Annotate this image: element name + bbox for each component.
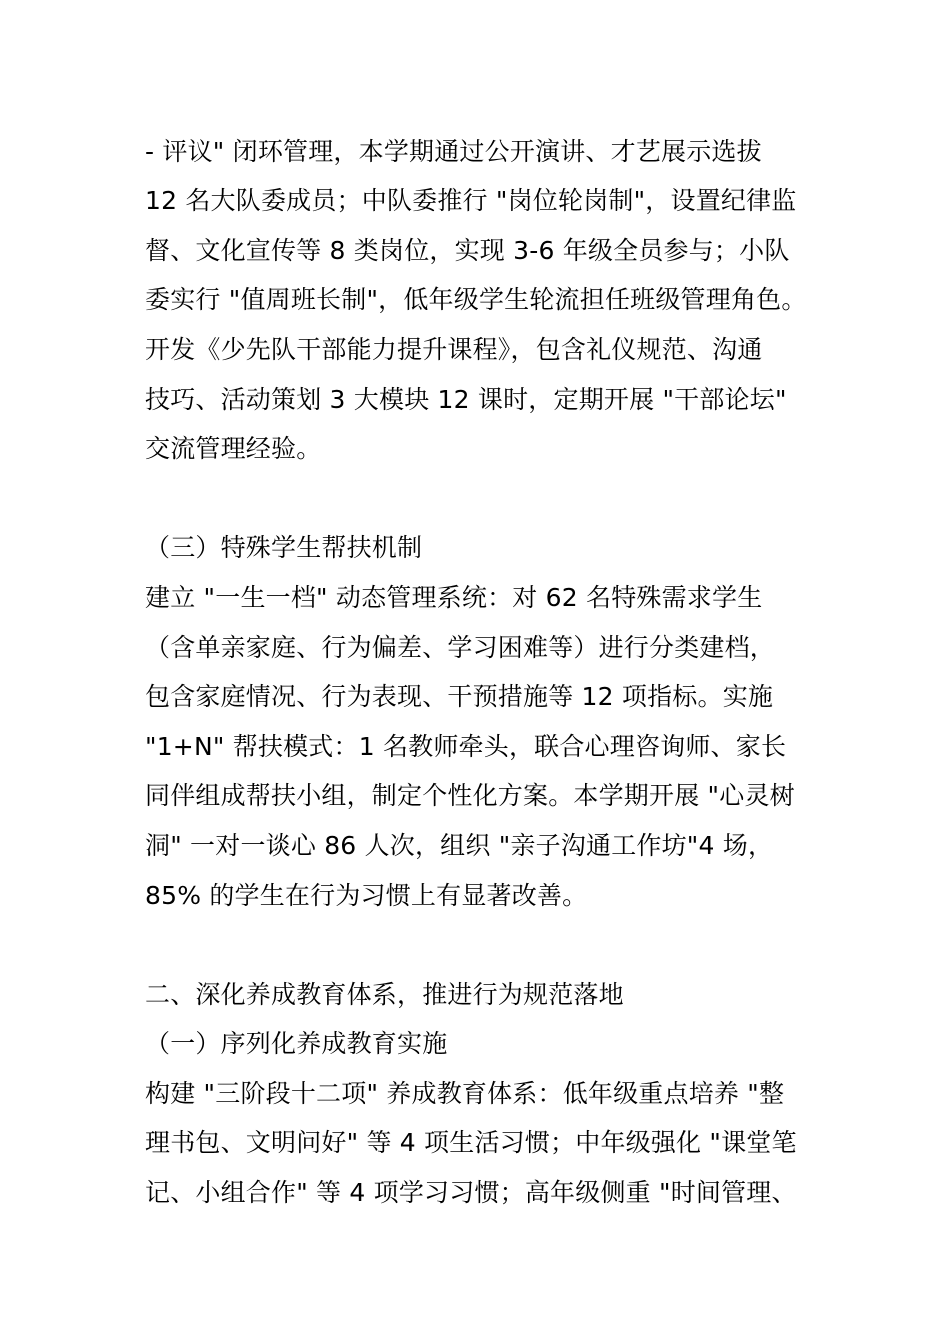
paragraph-line: 交流管理经验。: [145, 434, 322, 463]
paragraph-line: 构建 "三阶段十二项" 养成教育体系：低年级重点培养 "整: [145, 1079, 785, 1108]
paragraph-line: "1+N" 帮扶模式：1 名教师牵头，联合心理咨询师、家长: [145, 732, 787, 761]
chapter-heading: 二、深化养成教育体系，推进行为规范落地: [145, 980, 624, 1009]
paragraph-line: 建立 "一生一档" 动态管理系统：对 62 名特殊需求学生: [145, 583, 763, 612]
paragraph-line: 85% 的学生在行为习惯上有显著改善。: [145, 881, 588, 910]
paragraph-line: 洞" 一对一谈心 86 人次，组织 "亲子沟通工作坊"4 场，: [145, 831, 774, 860]
section-heading: （一）序列化养成教育实施: [145, 1029, 448, 1058]
section-heading: （三）特殊学生帮扶机制: [145, 533, 423, 562]
paragraph-line: 委实行 "值周班长制"，低年级学生轮流担任班级管理角色。: [145, 285, 807, 314]
paragraph-line: 包含家庭情况、行为表现、干预措施等 12 项指标。实施: [145, 682, 774, 711]
paragraph-line: 记、小组合作" 等 4 项学习习惯；高年级侧重 "时间管理、: [145, 1178, 797, 1207]
paragraph-line: 同伴组成帮扶小组，制定个性化方案。本学期开展 "心灵树: [145, 781, 795, 810]
paragraph-line: 开发《少先队干部能力提升课程》，包含礼仪规范、沟通: [145, 335, 763, 364]
paragraph-line: （含单亲家庭、行为偏差、学习困难等）进行分类建档，: [145, 633, 776, 662]
paragraph-line: 技巧、活动策划 3 大模块 12 课时，定期开展 "干部论坛": [145, 385, 787, 414]
paragraph-line: 理书包、文明问好" 等 4 项生活习惯；中年级强化 "课堂笔: [145, 1128, 797, 1157]
paragraph-line: 督、文化宣传等 8 类岗位，实现 3-6 年级全员参与；小队: [145, 236, 790, 265]
paragraph-line: 12 名大队委成员；中队委推行 "岗位轮岗制"，设置纪律监: [145, 186, 797, 215]
paragraph-line: - 评议" 闭环管理，本学期通过公开演讲、才艺展示选拔: [145, 137, 762, 166]
